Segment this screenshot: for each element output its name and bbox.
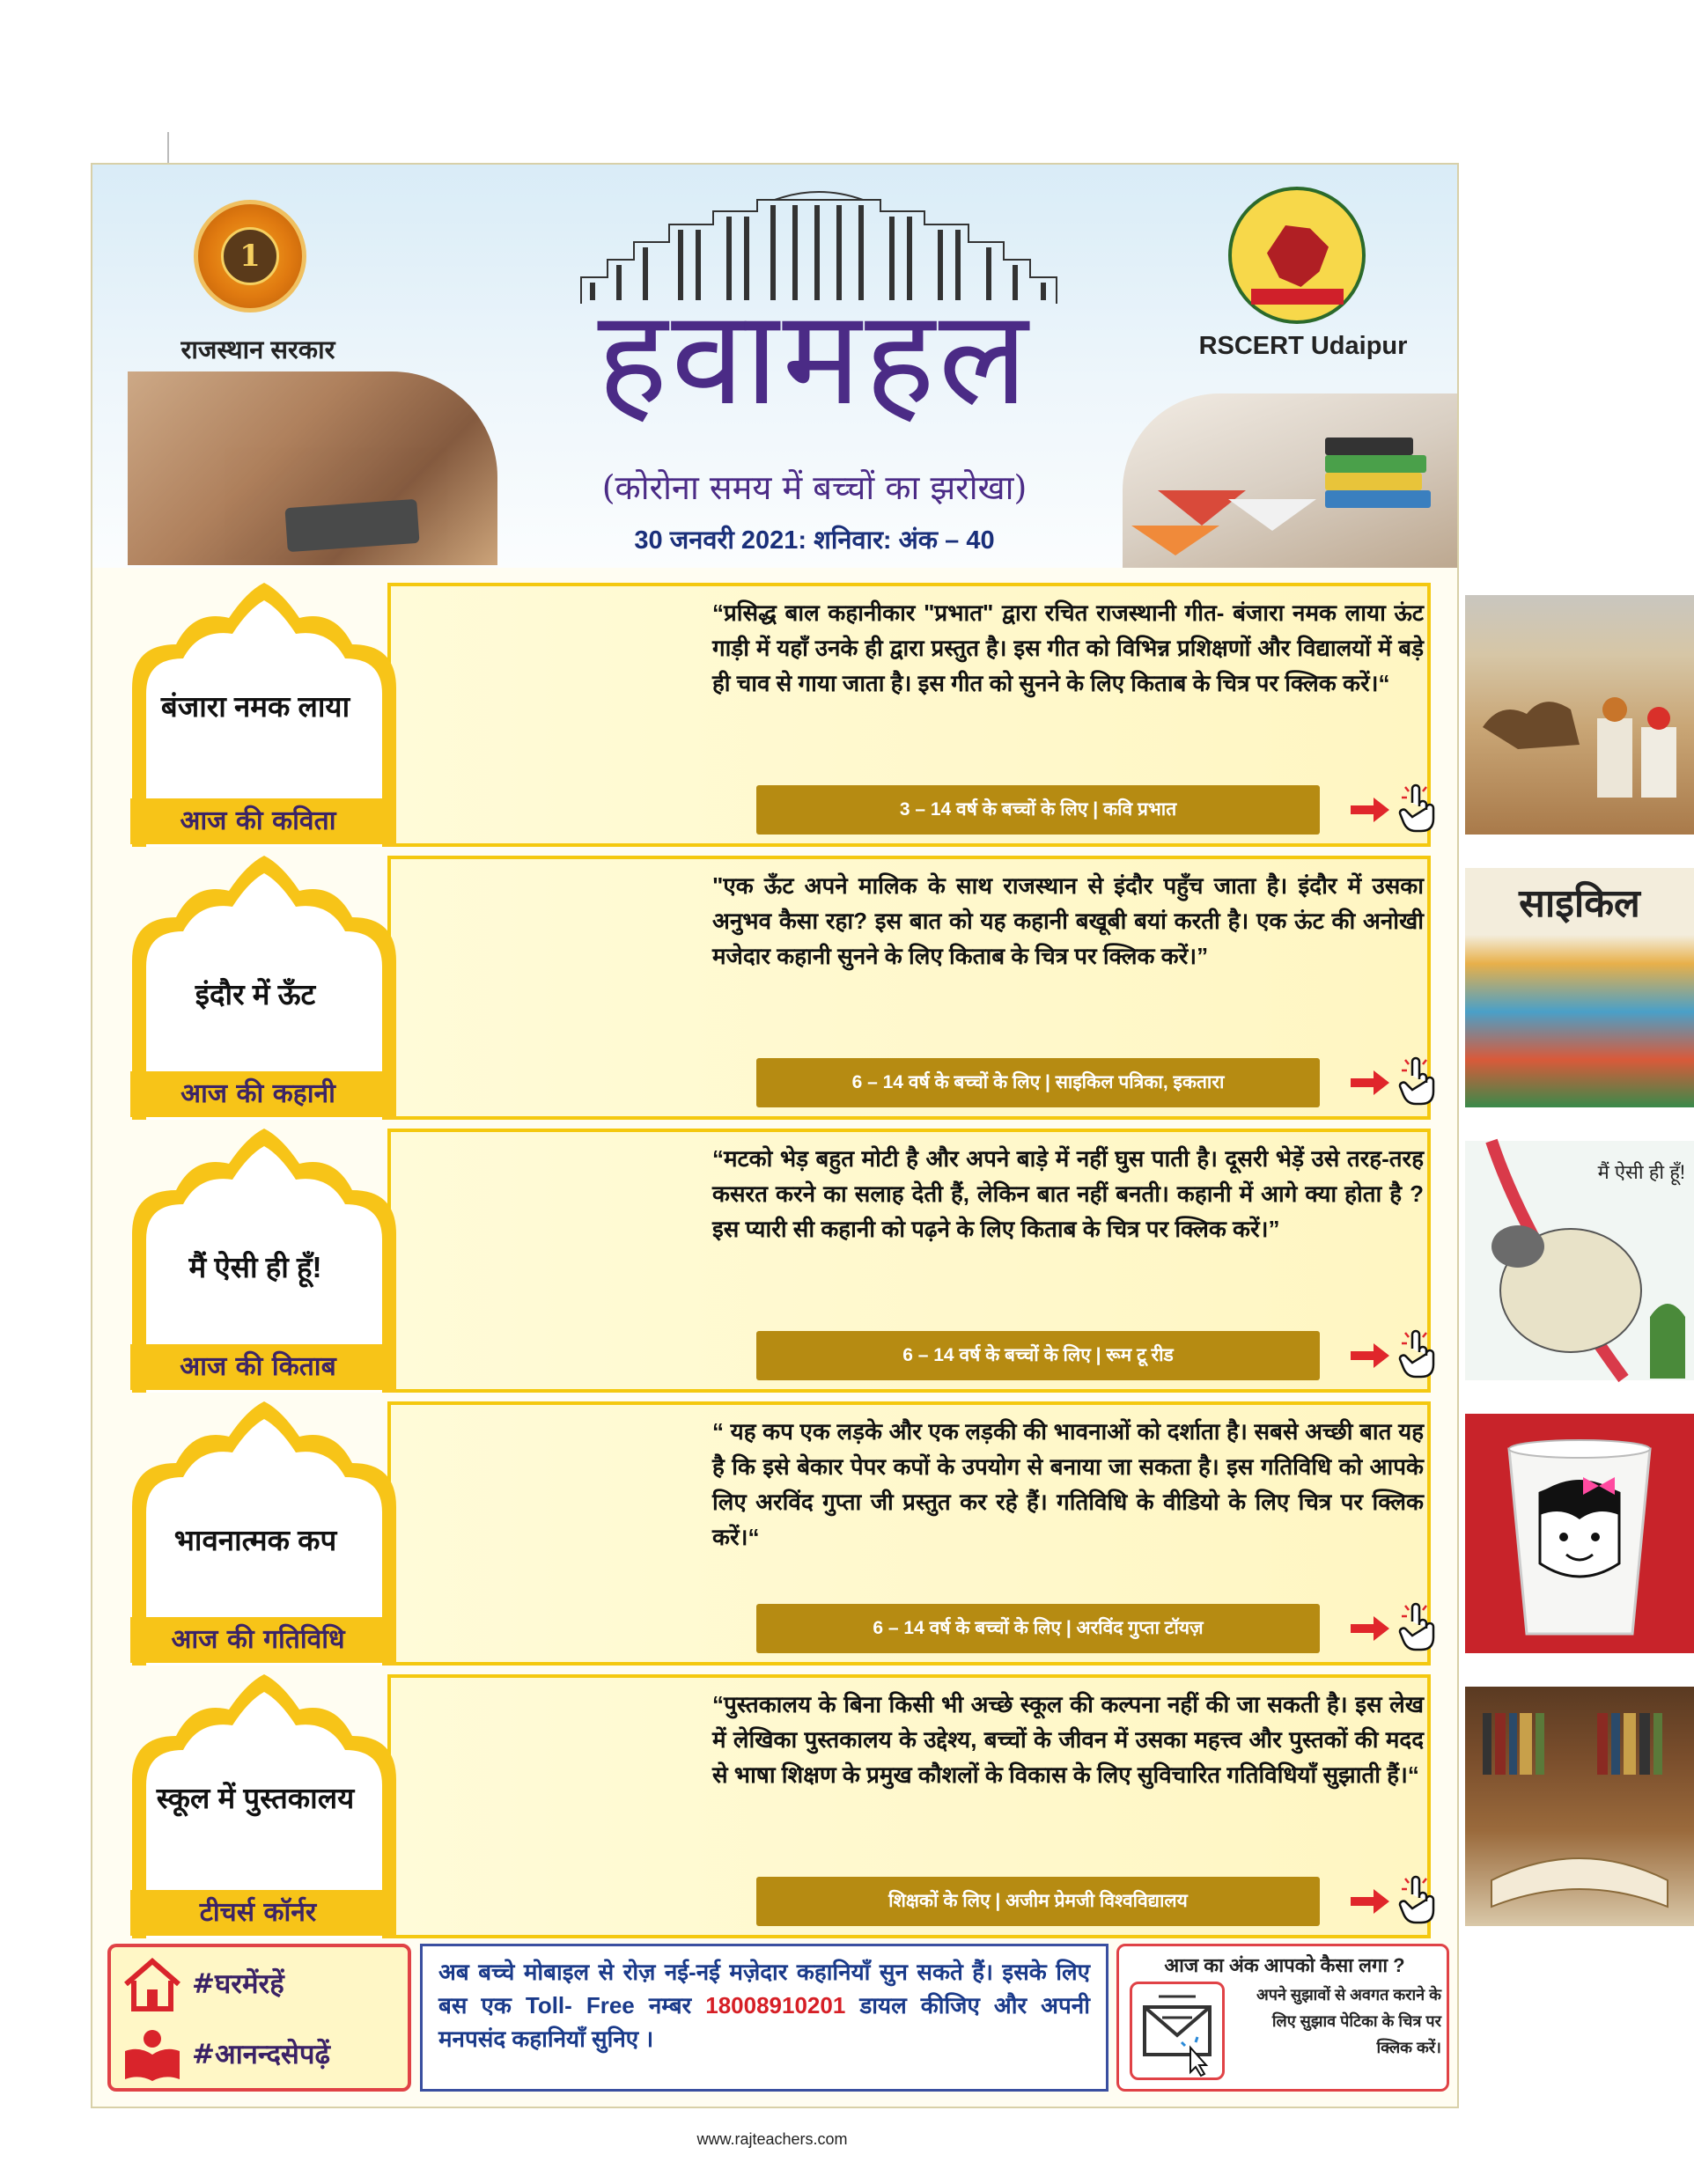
camel-desert-photo-icon [1465,595,1694,824]
item-arch-header [114,1129,414,1393]
item-category-label: आज की कहानी [130,1071,386,1117]
logo-ribbon [1251,289,1344,305]
item-description: “ यह कप एक लड़के और एक लड़की की भावनाओं को दर्शाता है। सबसे अच्छी बात यह है कि इसे बेकार पेपर कपों के उपयोग से बनाया जा सकता है। इस गतिविधि को आपके लिए अरविंद गुप्ता जी प्रस्तुत कर रहे हैं। गतिविधि के वीडियो के लिए चित्र पर क्लिक करें।“ [712,1418,1424,1550]
item-category-label: टीचर्स कॉर्नर [130,1890,386,1936]
reading-child-icon [122,2028,183,2083]
header-banner [92,165,1457,568]
rscert-label: RSCERT Udaipur [1198,332,1408,360]
item-title: भावनात्मक कप [173,1524,337,1556]
website-footer[interactable]: www.rajteachers.com [696,2130,848,2148]
click-hand-icon[interactable] [1395,783,1439,833]
feedback-question: आज का अंक आपको कैसा लगा ? [1164,1954,1405,1976]
content-box [387,583,1431,847]
item-description: “मटको भेड़ बहुत मोटी है और अपने बाड़े में नहीं घुस पाती है। दूसरी भेड़ें उसे तरह-तरह कसरत करने का सलाह देती हैं, लेकिन बात नहीं बनती। कहानी में आगे क्या होता है ? इस प्यारी सी कहानी को पढ़ने के लिए किताब के चित्र पर क्लिक करें।” [712,1145,1424,1242]
book-stack-icon [1325,420,1440,517]
content-row-story [114,856,1640,1120]
rscert-logo-icon [1228,187,1366,324]
content-row-activity [114,1401,1431,1666]
announcement-text-end: डायल कीजिए और अपनी मनपसंद कहानियाँ सुनिए । [438,1992,1090,2052]
click-hand-icon[interactable] [1395,1329,1439,1379]
sheep-illustration-icon [1465,1141,1694,1379]
feedback-instruction: अपने सुझावों से अवगत कराने के लिए सुझाव पेटिका के चित्र पर क्लिक करें। [1256,1986,1441,2056]
item-category-label: आज की गतिविधि [130,1617,386,1663]
announcement-text: अब बच्चे मोबाइल से रोज़ नई-नई मज़ेदार कहानियाँ सुन सकते हैं। इसके लिए बस एक Toll- Free नम्बर [438,1959,1090,2019]
audience-tag: 6 – 14 वर्ष के बच्चों के लिए | रूम टू रीड [756,1331,1320,1380]
item-arch-header [114,856,414,1120]
paper-boats-books-photo [1123,393,1457,568]
magazine-cover-title: साइकिल [1519,881,1640,926]
activity-thumbnail-link[interactable] [1465,1414,1694,1653]
paper-boat-shape [1131,526,1219,555]
item-description: “पुस्तकालय के बिना किसी भी अच्छे स्कूल की कल्पना नहीं की जा सकती है। इस लेख में लेखिका पुस्तकालय के उद्देश्य, बच्चों के जीवन में उसका महत्त्व और पुस्तकों की मदद से भाषा शिक्षण के प्रमुख कौशलों के विकास के लिए सुविचारित गतिविधियाँ सुझाती हैं।“ [712,1691,1424,1788]
right-arrow-icon [1349,1887,1391,1916]
book-thumbnail-link[interactable] [1465,1141,1694,1380]
item-arch-header [114,1674,414,1938]
book-cover-title: मैं ऐसी ही हूँ! [1597,1161,1685,1183]
toll-free-announcement [420,1944,1108,2092]
click-hand-icon[interactable] [1395,1602,1439,1651]
toll-free-number[interactable]: 18008910201 [705,1992,846,2019]
library-books-icon [1465,1687,1694,1924]
library-thumbnail-link[interactable] [1465,1687,1694,1926]
newsletter-title: हवामहल [597,282,1032,435]
content-row-teachers [114,1674,1431,1938]
audience-tag: 6 – 14 वर्ष के बच्चों के लिए | अरविंद गुप्ता टॉयज़ [756,1604,1320,1653]
item-title: बंजारा नमक लाया [160,690,350,723]
item-category-label: आज की किताब [130,1344,386,1390]
audience-tag: 3 – 14 वर्ष के बच्चों के लिए | कवि प्रभात [756,785,1320,835]
content-box [387,856,1640,1120]
click-hand-icon[interactable] [1395,1056,1439,1106]
hashtag-stay-home: #घरमेंरहें [192,1968,284,2000]
paper-cup-face-icon [1465,1414,1694,1651]
rajasthan-govt-seal-icon [194,200,306,313]
right-arrow-icon [1349,1069,1391,1097]
item-arch-header [114,583,414,847]
story-thumbnail-link[interactable] [1465,868,1694,1107]
item-category-label: आज की कविता [130,798,386,844]
item-title: इंदौर में ऊँट [195,978,316,1011]
children-with-tablet-photo [128,371,497,565]
content-box [387,1674,1431,1938]
right-arrow-icon [1349,1614,1391,1643]
content-box [387,1401,1431,1666]
seal-emblem: 1 [221,227,279,285]
item-title: स्कूल में पुस्तकालय [156,1782,355,1814]
item-description: "एक ऊँट अपने मालिक के साथ राजस्थान से इंदौर पहुँच जाता है। इंदौर में उसका अनुभव कैसा रहा? इस बात को यह कहानी बखूबी बयां करती है। एक ऊंट की अनोखी मजेदार कहानी सुनने के लिए किताब के चित्र पर क्लिक करें।” [712,872,1424,969]
item-description: “प्रसिद्ध बाल कहानीकार "प्रभात" द्वारा रचित राजस्थानी गीत- बंजारा नमक लाया ऊंट गाड़ी में यहाँ उनके ही द्वारा प्रस्तुत है। इस गीत को विभिन्न प्रशिक्षणों और विद्यालयों में बड़े ही चाव से गाया जाता है। इस गीत को सुनने के लिए किताब के चित्र पर क्लिक करें।“ [712,599,1424,696]
item-arch-header [114,1401,414,1666]
content-row-poem [114,583,1431,847]
feedback-panel [1116,1944,1449,2092]
audience-tag: शिक्षकों के लिए | अजीम प्रेमजी विश्वविद्यालय [756,1877,1320,1926]
government-label: राजस्थान सरकार [180,336,335,364]
issue-date-line: 30 जनवरी 2021: शनिवार: अंक – 40 [634,526,995,555]
newsletter-subtitle: (कोरोना समय में बच्चों का झरोखा) [601,468,1027,507]
envelope-icon [1132,1984,1222,2077]
hashtag-read-joyfully: #आनन्दसेपढ़ें [192,2039,330,2070]
right-arrow-icon [1349,1342,1391,1370]
poem-thumbnail-link[interactable] [1465,595,1694,835]
audience-tag: 6 – 14 वर्ष के बच्चों के लिए | साइकिल पत्रिका, इकतारा [756,1058,1320,1107]
suggestion-box-link[interactable] [1130,1982,1225,2080]
content-box [387,1129,1685,1393]
right-arrow-icon [1349,796,1391,824]
item-title: मैं ऐसी ही हूँ! [188,1251,322,1283]
rajasthan-map-shape [1267,225,1329,287]
content-row-book [114,1129,1685,1393]
tablet-shape [284,499,419,552]
hashtag-panel [107,1944,411,2092]
paper-boat-shape [1228,499,1316,531]
home-icon [122,1958,183,2012]
click-hand-icon[interactable] [1395,1875,1439,1924]
